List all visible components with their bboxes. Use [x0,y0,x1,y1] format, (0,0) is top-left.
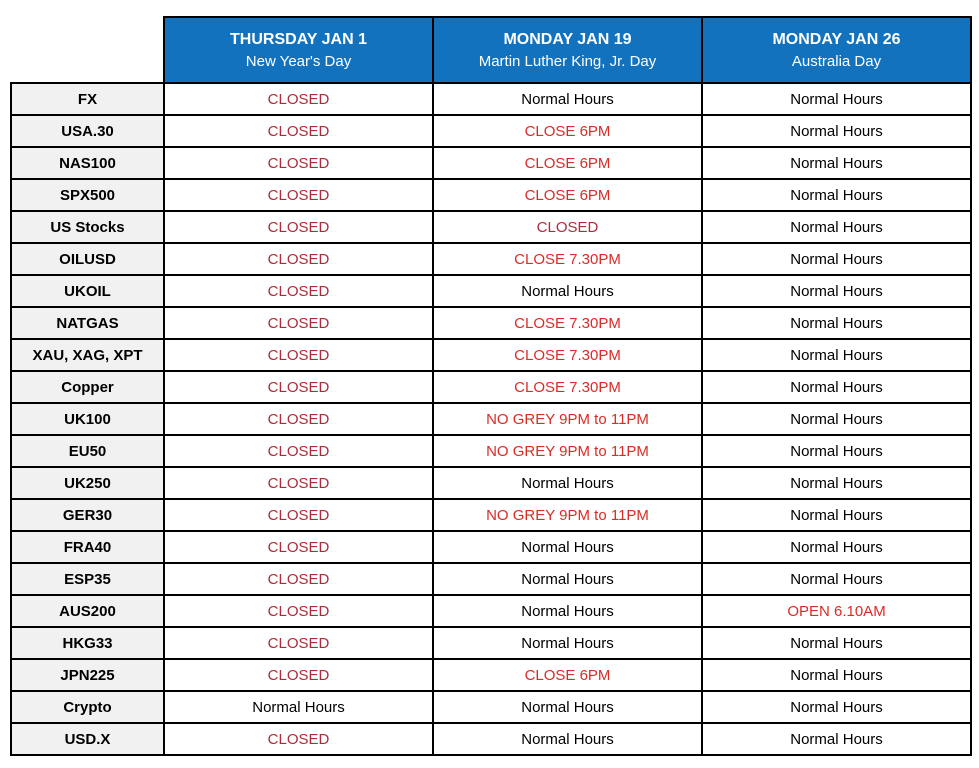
day-title: MONDAY JAN 19 [503,31,632,49]
instrument-label: US Stocks [11,211,164,243]
status-cell: CLOSED [164,595,433,627]
instrument-label: EU50 [11,435,164,467]
status-cell: CLOSED [164,371,433,403]
status-cell: CLOSE 7.30PM [433,307,702,339]
status-cell: CLOSED [164,307,433,339]
instrument-label: GER30 [11,499,164,531]
status-cell: CLOSE 7.30PM [433,243,702,275]
status-cell: Normal Hours [702,403,971,435]
holiday-name: Australia Day [791,53,882,71]
instrument-label: JPN225 [11,659,164,691]
status-cell: Normal Hours [702,115,971,147]
table-row [11,467,971,499]
table-body [11,83,971,755]
holiday-hours-table [10,16,972,756]
status-cell: Normal Hours [433,691,702,723]
instrument-label: AUS200 [11,595,164,627]
instrument-label: UKOIL [11,275,164,307]
table-row [11,627,971,659]
status-cell: CLOSED [164,435,433,467]
status-cell: CLOSED [164,179,433,211]
status-cell: CLOSE 7.30PM [433,339,702,371]
status-cell: CLOSED [164,243,433,275]
instrument-label: FX [11,83,164,115]
status-cell: CLOSE 6PM [433,659,702,691]
instrument-label: NATGAS [11,307,164,339]
table-row [11,243,971,275]
table-row [11,371,971,403]
table-row [11,211,971,243]
header-row [11,17,971,83]
table-row [11,83,971,115]
status-cell: CLOSED [164,339,433,371]
status-cell: Normal Hours [702,275,971,307]
table-row [11,499,971,531]
status-cell: OPEN 6.10AM [702,595,971,627]
status-cell: Normal Hours [702,339,971,371]
status-cell: Normal Hours [433,595,702,627]
table-row [11,659,971,691]
table-row [11,435,971,467]
status-cell: CLOSED [164,723,433,755]
table-row [11,275,971,307]
status-cell: CLOSED [433,211,702,243]
instrument-label: SPX500 [11,179,164,211]
day-title: THURSDAY JAN 1 [230,31,367,49]
corner-blank-cell [11,17,164,83]
status-cell: Normal Hours [433,467,702,499]
table-row [11,595,971,627]
instrument-label: UK100 [11,403,164,435]
table-row [11,403,971,435]
status-cell: CLOSED [164,403,433,435]
status-cell: Normal Hours [702,691,971,723]
status-cell: NO GREY 9PM to 11PM [433,403,702,435]
status-cell: CLOSED [164,467,433,499]
status-cell: CLOSED [164,531,433,563]
table-row [11,179,971,211]
status-cell: Normal Hours [702,563,971,595]
status-cell: CLOSE 6PM [433,147,702,179]
status-cell: Normal Hours [433,723,702,755]
status-cell: CLOSED [164,115,433,147]
table-row [11,339,971,371]
status-cell: CLOSE 6PM [433,179,702,211]
instrument-label: Copper [11,371,164,403]
status-cell: Normal Hours [702,627,971,659]
status-cell: Normal Hours [702,179,971,211]
status-cell: CLOSED [164,147,433,179]
status-cell: Normal Hours [433,83,702,115]
instrument-label: FRA40 [11,531,164,563]
holiday-name: Martin Luther King, Jr. Day [478,53,657,71]
table-row [11,531,971,563]
status-cell: CLOSED [164,83,433,115]
day-title: MONDAY JAN 26 [772,31,901,49]
status-cell: CLOSE 7.30PM [433,371,702,403]
status-cell: Normal Hours [702,147,971,179]
status-cell: Normal Hours [702,211,971,243]
column-header-jan26 [702,17,971,83]
status-cell: CLOSED [164,563,433,595]
table-row [11,115,971,147]
holiday-name: New Year's Day [245,53,352,71]
status-cell: Normal Hours [433,275,702,307]
status-cell: Normal Hours [702,371,971,403]
status-cell: Normal Hours [702,659,971,691]
column-header-jan19 [433,17,702,83]
table-row [11,691,971,723]
status-cell: Normal Hours [702,499,971,531]
status-cell: Normal Hours [702,531,971,563]
status-cell: Normal Hours [702,435,971,467]
table-row [11,563,971,595]
instrument-label: XAU, XAG, XPT [11,339,164,371]
status-cell: CLOSED [164,627,433,659]
instrument-label: HKG33 [11,627,164,659]
status-cell: CLOSE 6PM [433,115,702,147]
table-row [11,307,971,339]
status-cell: Normal Hours [433,531,702,563]
status-cell: Normal Hours [702,243,971,275]
status-cell: NO GREY 9PM to 11PM [433,499,702,531]
table-row [11,147,971,179]
instrument-label: NAS100 [11,147,164,179]
status-cell: CLOSED [164,499,433,531]
status-cell: Normal Hours [702,83,971,115]
instrument-label: Crypto [11,691,164,723]
table-row [11,723,971,755]
instrument-label: USA.30 [11,115,164,147]
column-header-jan1 [164,17,433,83]
status-cell: Normal Hours [433,627,702,659]
status-cell: Normal Hours [164,691,433,723]
status-cell: CLOSED [164,211,433,243]
status-cell: Normal Hours [702,467,971,499]
instrument-label: USD.X [11,723,164,755]
status-cell: NO GREY 9PM to 11PM [433,435,702,467]
status-cell: Normal Hours [702,307,971,339]
status-cell: Normal Hours [433,563,702,595]
status-cell: CLOSED [164,275,433,307]
status-cell: Normal Hours [702,723,971,755]
instrument-label: UK250 [11,467,164,499]
instrument-label: ESP35 [11,563,164,595]
status-cell: CLOSED [164,659,433,691]
instrument-label: OILUSD [11,243,164,275]
